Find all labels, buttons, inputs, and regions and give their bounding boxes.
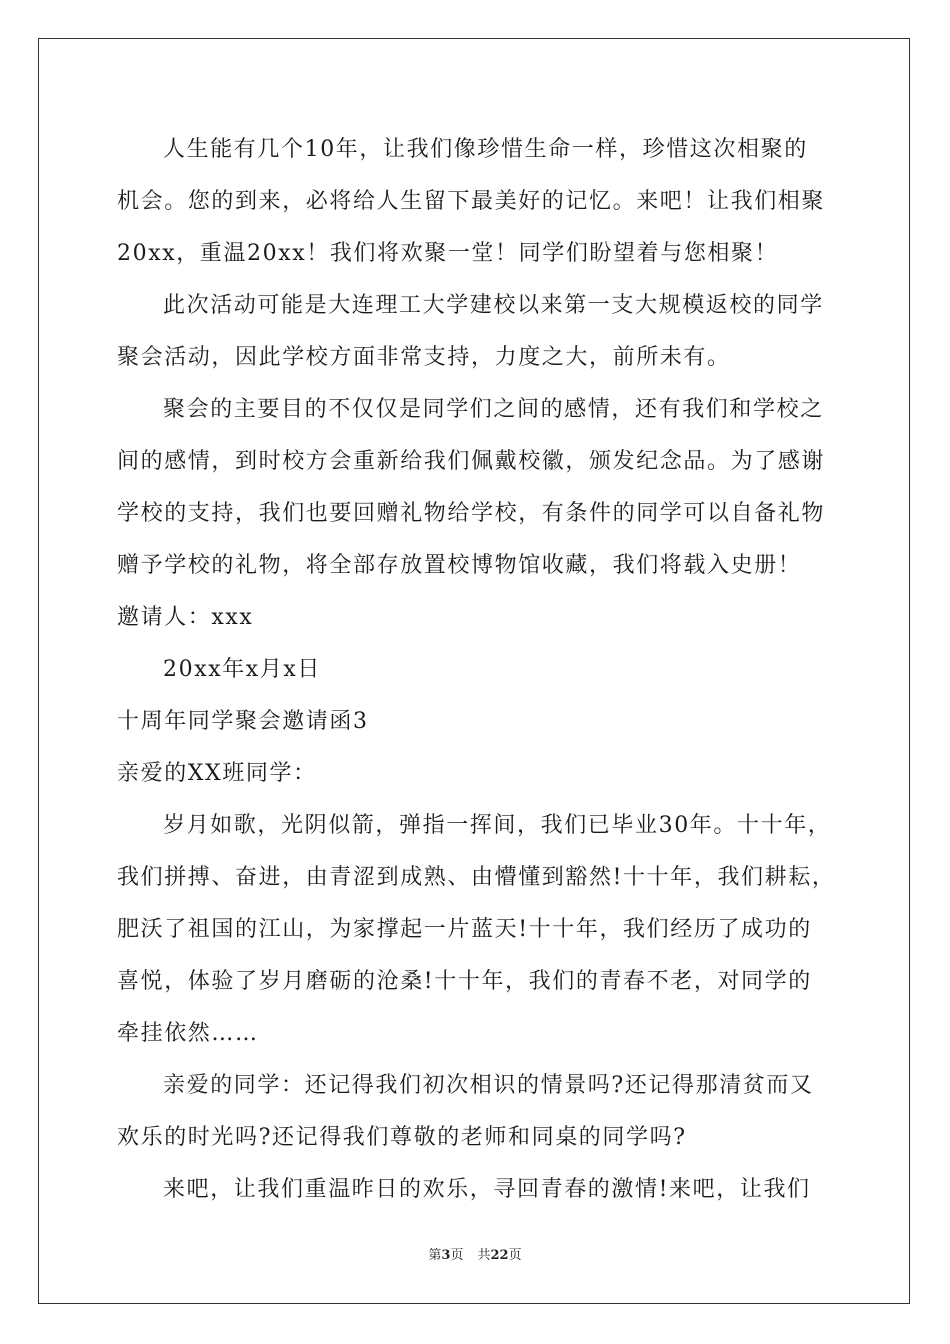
paragraph-line: 我们拼搏、奋进，由青涩到成熟、由懵懂到豁然!十十年，我们耕耘，: [117, 865, 836, 890]
total-suffix: 页: [508, 1248, 522, 1263]
paragraph-line: 机会。您的到来，必将给人生留下最美好的记忆。来吧！让我们相聚: [117, 189, 826, 214]
date-line: 20xx年x月x日: [163, 657, 322, 682]
section-title: 十周年同学聚会邀请函3: [117, 709, 369, 734]
paragraph-line: 来吧，让我们重温昨日的欢乐，寻回青春的激情!来吧，让我们: [163, 1177, 811, 1202]
paragraph-line: 人生能有几个10年，让我们像珍惜生命一样，珍惜这次相聚的: [163, 137, 808, 162]
paragraph-line: 牵挂依然……: [117, 1021, 259, 1046]
paragraph-line: 20xx，重温20xx！我们将欢聚一堂！同学们盼望着与您相聚！: [117, 241, 779, 266]
total-prefix: 共: [477, 1248, 491, 1263]
total-pages: 22: [490, 1248, 509, 1263]
paragraph-line: 喜悦，体验了岁月磨砺的沧桑!十十年，我们的青春不老，对同学的: [117, 969, 812, 994]
paragraph-line: 肥沃了祖国的江山，为家撑起一片蓝天!十十年，我们经历了成功的: [117, 917, 812, 942]
paragraph-line: 赠予学校的礼物，将全部存放置校博物馆收藏，我们将载入史册！: [117, 553, 802, 578]
page-prefix: 第: [428, 1248, 442, 1263]
document-body: [117, 124, 837, 1216]
paragraph-line: 欢乐的时光吗?还记得我们尊敬的老师和同桌的同学吗?: [117, 1125, 687, 1150]
paragraph-line: 聚会的主要目的不仅仅是同学们之间的感情，还有我们和学校之: [163, 397, 824, 422]
paragraph-line: 间的感情，到时校方会重新给我们佩戴校徽，颁发纪念品。为了感谢: [117, 449, 826, 474]
inviter-line: 邀请人：xxx: [117, 605, 254, 630]
paragraph-line: 亲爱的同学：还记得我们初次相识的情景吗?还记得那清贫而又: [163, 1073, 814, 1098]
page-number: 3: [441, 1248, 451, 1263]
paragraph-line: 聚会活动，因此学校方面非常支持，力度之大，前所未有。: [117, 345, 731, 370]
page-footer: [0, 1248, 950, 1264]
page-suffix: 页: [450, 1248, 464, 1263]
salutation: 亲爱的XX班同学：: [117, 761, 317, 786]
paragraph-line: 岁月如歌，光阴似箭，弹指一挥间，我们已毕业30年。十十年，: [163, 813, 832, 838]
paragraph-line: 学校的支持，我们也要回赠礼物给学校，有条件的同学可以自备礼物: [117, 501, 826, 526]
paragraph-line: 此次活动可能是大连理工大学建校以来第一支大规模返校的同学: [163, 293, 824, 318]
